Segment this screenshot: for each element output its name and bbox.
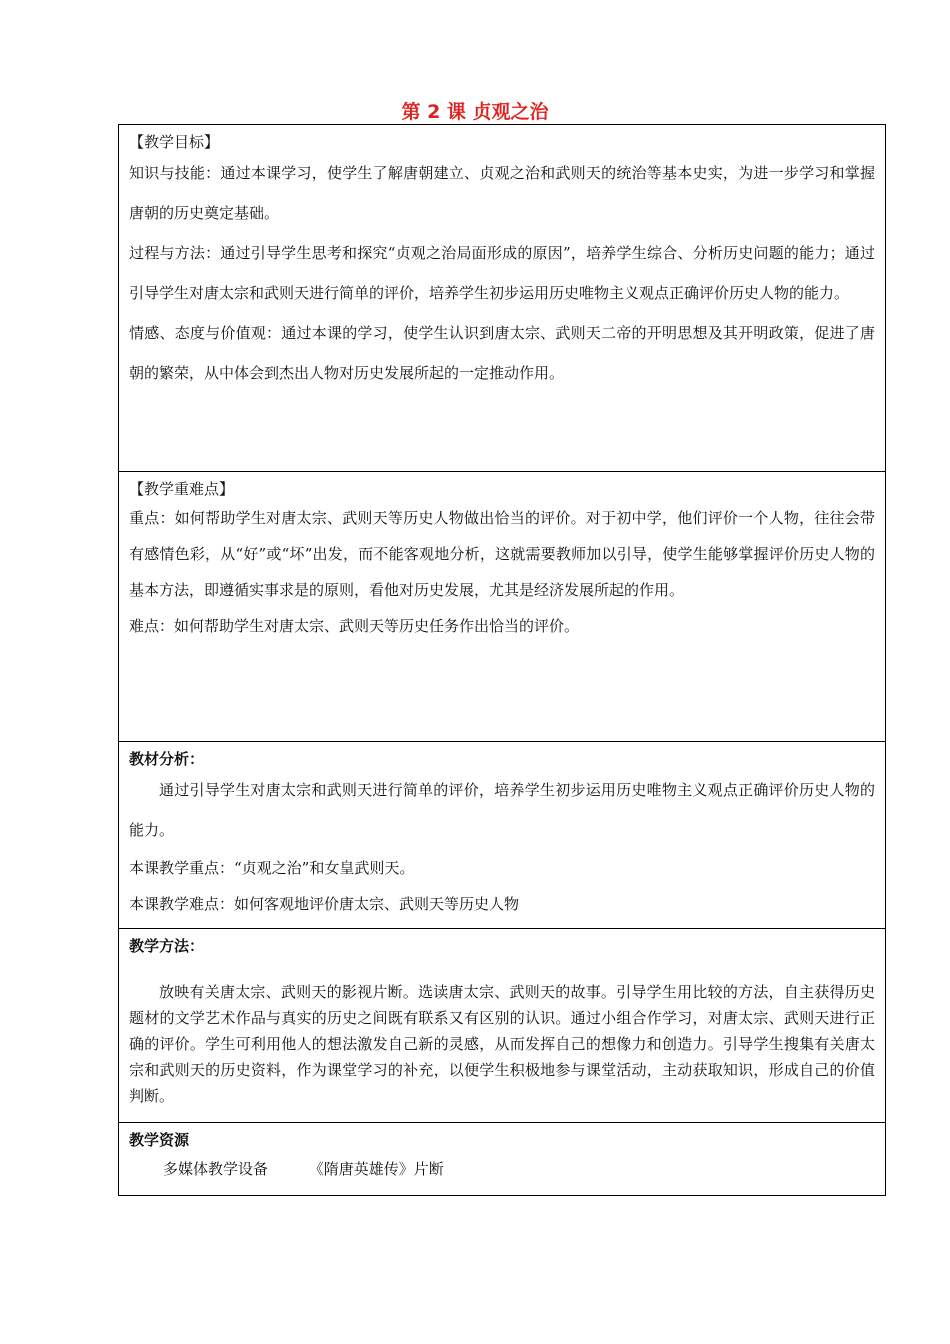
keypoints-section	[118, 472, 886, 742]
analysis-difficult: 本课教学难点：如何客观地评价唐太宗、武则天等历史人物	[129, 895, 520, 913]
resources-heading: 教学资源	[129, 1131, 190, 1149]
analysis-key: 本课教学重点：“贞观之治”和女皇武则天。	[129, 859, 415, 877]
analysis-body: 通过引导学生对唐太宗和武则天进行简单的评价，培养学生初步运用历史唯物主义观点正确评价历史人物的能力。	[129, 781, 875, 839]
objectives-process: 过程与方法：通过引导学生思考和探究“贞观之治局面形成的原因”，培养学生综合、分析历史问题的能力；通过引导学生对唐太宗和武则天进行简单的评价，培养学生初步运用历史唯物主义观点正确评价历史人物的能力。	[129, 244, 875, 302]
resource-item: 《隋唐英雄传》片断	[308, 1160, 444, 1178]
objectives-section	[118, 124, 886, 472]
analysis-section	[118, 742, 886, 929]
resources-list	[129, 1151, 875, 1187]
objectives-heading: 【教学目标】	[129, 133, 220, 151]
resource-item: 多媒体教学设备	[163, 1160, 269, 1178]
method-heading: 教学方法：	[129, 937, 205, 955]
objectives-knowledge: 知识与技能：通过本课学习，使学生了解唐朝建立、贞观之治和武则天的统治等基本史实，为进一步学习和掌握唐朝的历史奠定基础。	[129, 164, 875, 222]
keypoints-difficult: 难点：如何帮助学生对唐太宗、武则天等历史任务作出恰当的评价。	[129, 617, 580, 635]
method-section	[118, 929, 886, 1123]
keypoints-key: 重点：如何帮助学生对唐太宗、武则天等历史人物做出恰当的评价。对于初中学，他们评价一个人物，往往会带有感情色彩，从“好”或“坏”出发，而不能客观地分析，这就需要教师加以引导，使学生能够掌握评价历史人物的基本方法，即遵循实事求是的原则，看他对历史发展，尤其是经济发展所起的作用。	[129, 509, 875, 599]
objectives-emotion: 情感、态度与价值观：通过本课的学习，使学生认识到唐太宗、武则天二帝的开明思想及其开明政策，促进了唐朝的繁荣，从中体会到杰出人物对历史发展所起的一定推动作用。	[129, 324, 875, 382]
resources-section	[118, 1123, 886, 1196]
page-title: 第 2 课 贞观之治	[401, 101, 549, 123]
method-body: 放映有关唐太宗、武则天的影视片断。选读唐太宗、武则天的故事。引导学生用比较的方法，自主获得历史题材的文学艺术作品与真实的历史之间既有联系又有区别的认识。通过小组合作学习，对唐太宗、武则天进行正确的评价。学生可利用他人的想法激发自己新的灵感，从而发挥自己的想像力和创造力。引导学生搜集有关唐太宗和武则天的历史资料，作为课堂学习的补充，以便学生积极地参与课堂活动，主动获取知识，形成自己的价值判断。	[129, 983, 875, 1105]
analysis-heading: 教材分析：	[129, 750, 205, 768]
lesson-plan-table	[118, 124, 886, 1196]
keypoints-heading: 【教学重难点】	[129, 480, 235, 498]
